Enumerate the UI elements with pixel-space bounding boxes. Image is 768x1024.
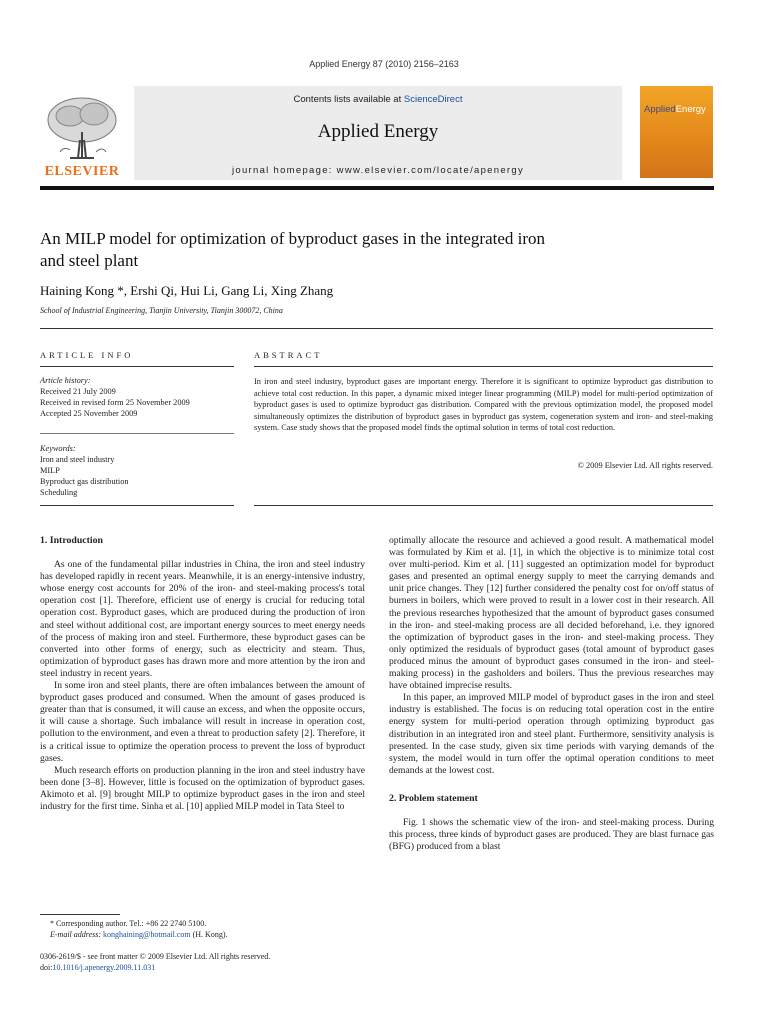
- keywords-block: [40, 443, 240, 498]
- journal-cover-thumbnail[interactable]: [640, 86, 713, 178]
- abstract-heading: ABSTRACT: [254, 350, 323, 360]
- issn-line: 0306-2619/$ - see front matter © 2009 Elsevier Ltd. All rights reserved.: [40, 952, 271, 961]
- intro-paragraph-2: In some iron and steel plants, there are often imbalances between the amount of byproduct gases produced and consumed. When the amount of gases produced is greater than that is consumed, it will cause an excess, and when the opposite occurs, it will cause a shortage. Such imbalance will result in increase in operation cost, pollution to the environment, and even a threat to production safety [2]. Therefore, it is a critical issue to optimize the operation process to prevent the loss of byproduct gases.: [40, 680, 365, 764]
- section-heading-introduction: 1. Introduction: [40, 535, 103, 546]
- info-bottom-rule: [40, 505, 234, 506]
- doi-label: doi:: [40, 963, 53, 972]
- email-line: [50, 929, 370, 940]
- history-label: Article history:: [40, 376, 91, 385]
- author-email-link[interactable]: konghaining@hotmail.com: [103, 930, 191, 939]
- abstract-bottom-rule: [254, 505, 713, 506]
- intro-paragraph-3: Much research efforts on production planning in the iron and steel industry have been done [3–8]. However, little is focused on the optimization of byproduct gases. Akimoto et al. [9] brought MILP to optimize byproduct gases in the iron and steel industry for the first time. Sinha et al. [10] applied MILP model in Tata Steel to: [40, 764, 365, 812]
- abstract-rule: [254, 366, 713, 367]
- revised-date: Received in revised form 25 November 2009: [40, 398, 190, 407]
- keyword-item: Byproduct gas distribution: [40, 477, 129, 486]
- article-history: [40, 375, 240, 419]
- footnote-rule: [40, 914, 120, 915]
- journal-citation: Applied Energy 87 (2010) 2156–2163: [309, 59, 459, 69]
- email-label: E-mail address:: [50, 930, 104, 939]
- right-paragraph-1: optimally allocate the resource and achieved a good result. A mathematical model was formulated by Kim et al. [1], in which the objective is to minimize total cost over multi-period. Kim et al. [11] suggested an optimization model for byproduct gases and presented an optimal energy supply to meet the carrying demands and unit price changes. They [12] further considered the penalty cost for on/off status of burners in boilers, which were proved to result in a lower cost in their research. All the previous researches hypothesized that the amount of byproduct gases consumed in the iron- and steel-making process are all decided beforehand, i.e. they ignored the optimization of byproduct gases in the iron- and steel-making process. They only optimized the residuals of byproduct gases (total amount of byproduct gases produced minus the amount of byproduct gases consumed in the iron- and steel-making process) in the gasholders and boilers. Thus the previous researches may have obtained imprecise results.: [389, 535, 714, 692]
- article-info-heading: ARTICLE INFO: [40, 350, 134, 360]
- title-line-1: An MILP model for optimization of byproduct gases in the integrated iron: [40, 229, 546, 248]
- email-suffix: (H. Kong).: [190, 930, 228, 939]
- problem-paragraph-1: Fig. 1 shows the schematic view of the iron- and steel-making process. During this process, three kinds of byproduct gases are produced. They are blast furnace gas (BFG) produced from a blast: [389, 816, 714, 853]
- left-column: [40, 535, 365, 813]
- issn-doi-block: [40, 951, 370, 973]
- header-rule: [40, 186, 714, 190]
- journal-homepage[interactable]: journal homepage: www.elsevier.com/locate/apenergy: [231, 165, 525, 176]
- sciencedirect-link[interactable]: ScienceDirect: [403, 94, 463, 105]
- accepted-date: Accepted 25 November 2009: [40, 409, 138, 418]
- title-line-2: and steel plant: [40, 251, 139, 270]
- corresponding-author-note: * Corresponding author. Tel.: +86 22 2740 5100.: [50, 919, 207, 928]
- footnote-block: [50, 918, 370, 940]
- keyword-item: Scheduling: [40, 488, 78, 497]
- article-info-rule: [40, 366, 234, 367]
- right-column: [389, 535, 714, 853]
- divider-top: [40, 328, 713, 329]
- section-heading-problem-statement: 2. Problem statement: [389, 792, 478, 804]
- cover-title: [644, 104, 706, 115]
- contents-line: [134, 94, 622, 105]
- elsevier-wordmark: ELSEVIER: [44, 164, 120, 179]
- keyword-item: MILP: [40, 466, 60, 475]
- journal-title: Applied Energy: [317, 121, 439, 142]
- abstract-copyright: © 2009 Elsevier Ltd. All rights reserved.: [577, 461, 713, 470]
- keywords-label: Keywords:: [40, 444, 76, 453]
- right-paragraph-2: In this paper, an improved MILP model of byproduct gases in the iron and steel industry is established. The focus is on reducing total operation cost in the entire energy system for multi-period operation through optimizing byproduct gas distribution in an integrated iron and steel plant. Furthermore, sensitivity analysis is presented. In the case study, given six time periods with varying demands of the system, the model would in turn offer the optimal operation conditions to meet demands at the lowest cost.: [389, 692, 714, 776]
- keywords-rule: [40, 433, 234, 434]
- article-title: [40, 228, 710, 272]
- author-list: Haining Kong *, Ershi Qi, Hui Li, Gang Li, Xing Zhang: [40, 283, 334, 298]
- affiliation: School of Industrial Engineering, Tianjin University, Tianjin 300072, China: [40, 306, 283, 315]
- cover-title-part-a: Applied: [644, 104, 676, 115]
- keyword-item: Iron and steel industry: [40, 455, 115, 464]
- doi-link[interactable]: 10.1016/j.apenergy.2009.11.031: [52, 963, 156, 972]
- abstract-text: In iron and steel industry, byproduct gases are important energy. Therefore it is significant to optimize byproduct gas distribution to achieve total cost reduction. In this paper, a dynamic mixed integer linear programming (MILP) model for multi-period optimization of byproduct gases is used to optimize byproduct gas distribution. Compared with the previous optimization model, the proposed model simultaneously optimizes the distribution of byproduct gases in byproduct gas system, cogeneration system and iron- and steel-making system. Case study shows that the proposed model finds the optimal solution in terms of total cost reduction.: [254, 377, 713, 432]
- contents-prefix: Contents lists available at: [293, 94, 404, 105]
- intro-paragraph-1: As one of the fundamental pillar industries in China, the iron and steel industry has developed rapidly in recent years. Meanwhile, it is an energy-intensive industry, whose energy cost accounts for 20% of the iron- and steel-making process's total operation cost [1]. Therefore, efficient use of energy is crucial for reducing total operation cost. Byproduct gases, which are produced during the production of iron and steel without additional cost, are important energy sources to meet energy needs of the process of making iron and steel. Furthermore, these byproduct gases can be converted into other forms of energy, such as electricity and steam. Thus, optimization of byproduct gases has drawn more and more attention by the iron and steel industry in recent years.: [40, 559, 365, 679]
- doi-line: [40, 962, 370, 973]
- cover-title-part-b: Energy: [675, 104, 706, 115]
- received-date: Received 21 July 2009: [40, 387, 116, 396]
